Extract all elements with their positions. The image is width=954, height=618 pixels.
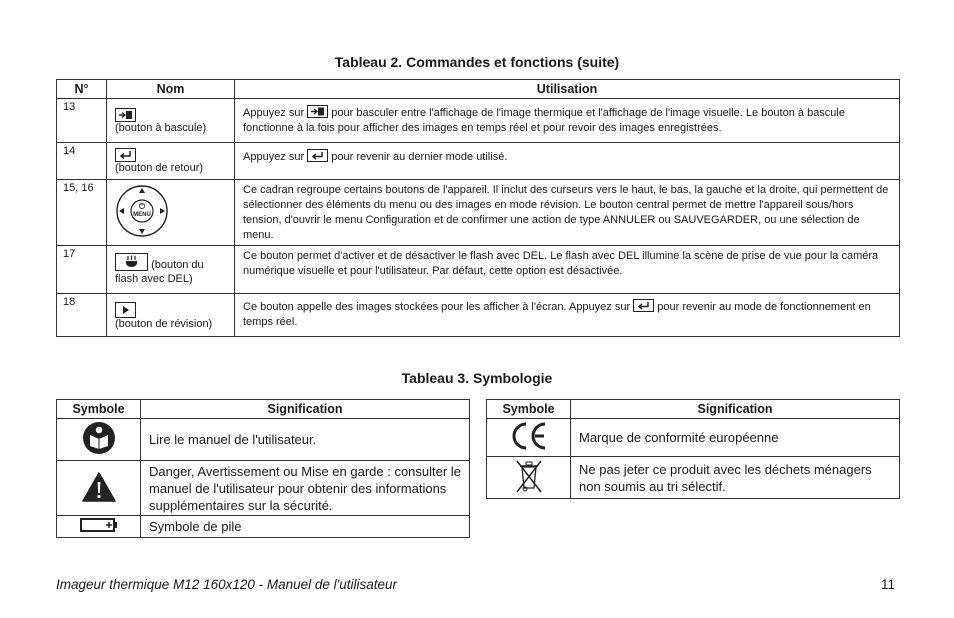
table-row bbox=[57, 419, 470, 461]
meaning-cell: Marque de conformité européenne bbox=[571, 419, 900, 457]
table2-header-row bbox=[57, 80, 900, 99]
footer-title: Imageur thermique M12 160x120 - Manuel de l'utilisateur bbox=[56, 577, 398, 592]
name-cell bbox=[107, 99, 235, 143]
row-number: 18 bbox=[57, 294, 107, 337]
header-num: N° bbox=[57, 80, 107, 99]
header-signification: Signification bbox=[571, 400, 900, 419]
return-icon bbox=[307, 149, 328, 162]
name-label: (bouton de révision) bbox=[115, 318, 213, 330]
row-number: 15, 16 bbox=[57, 180, 107, 246]
usage-text-pre: Appuyez sur bbox=[243, 151, 305, 163]
table-row bbox=[487, 457, 900, 499]
table-row bbox=[57, 461, 470, 516]
row-number: 17 bbox=[57, 246, 107, 294]
name-label: (bouton à bascule) bbox=[115, 122, 207, 134]
read-manual-icon bbox=[82, 421, 116, 455]
table-row bbox=[57, 180, 900, 246]
warning-icon bbox=[82, 472, 116, 502]
usage-cell bbox=[235, 99, 900, 143]
symbology-table-right bbox=[486, 399, 900, 499]
usage-text-post: pour basculer entre l'affichage de l'image thermique et l'affichage de l'image visuelle. Le bouton à bascule fonctionne à la fois pour afficher des images en temps réel et pour revoir des images enregistrées. bbox=[243, 107, 845, 134]
table-row bbox=[57, 143, 900, 180]
usage-text-pre: Ce bouton appelle des images stockées pour les afficher à l'écran. Appuyez sur bbox=[243, 301, 631, 313]
table-row bbox=[57, 294, 900, 337]
symbology-table-left bbox=[56, 399, 470, 538]
meaning-cell: Lire le manuel de l'utilisateur. bbox=[141, 419, 470, 461]
usage-cell: Ce bouton permet d'activer et de désactiver le flash avec DEL. Le flash avec DEL illumine la scène de prise de vue pour la caméra numérique visuelle et pour l'utilisateur. Par défaut, cette option est désactivée. bbox=[235, 246, 900, 294]
header-symbole: Symbole bbox=[57, 400, 141, 419]
table-row bbox=[57, 99, 900, 143]
play-icon bbox=[115, 302, 136, 318]
usage-text-pre: Appuyez sur bbox=[243, 107, 305, 119]
symbol-cell bbox=[57, 461, 141, 516]
dial-menu-label: MENU bbox=[133, 212, 151, 218]
usage-text-post: pour revenir au mode de fonctionnement en temps réel. bbox=[243, 301, 871, 328]
name-cell bbox=[107, 143, 235, 180]
row-number: 13 bbox=[57, 99, 107, 143]
table2-title: Tableau 2. Commandes et fonctions (suite) bbox=[334, 54, 620, 70]
led-flash-icon bbox=[115, 253, 148, 271]
table-row bbox=[57, 246, 900, 294]
header-symbole: Symbole bbox=[487, 400, 571, 419]
return-icon bbox=[115, 148, 136, 162]
ce-mark-icon bbox=[509, 421, 549, 451]
usage-cell bbox=[235, 143, 900, 180]
usage-text-post: pour revenir au dernier mode utilisé. bbox=[331, 151, 508, 163]
return-icon bbox=[633, 299, 654, 312]
name-label: (bouton du flash avec DEL) bbox=[115, 259, 204, 285]
dial-icon bbox=[115, 184, 169, 238]
table2 bbox=[56, 79, 900, 337]
name-label: (bouton de retour) bbox=[115, 162, 204, 174]
usage-cell: Ce cadran regroupe certains boutons de l'appareil. Il inclut des curseurs vers le haut, le bas, la gauche et la droite, qui permettent de sélectionner des éléments du menu ou des images en mode révision. Le bouton central permet de mettre l'appareil sous/hors tension, d'ouvrir le menu Configuration et de confirmer une action de type ANNULER ou SAUVEGARDER, ou une sélection de menu. bbox=[235, 180, 900, 246]
header-utilisation: Utilisation bbox=[235, 80, 900, 99]
symbol-cell bbox=[57, 516, 141, 538]
battery-icon bbox=[80, 517, 118, 533]
meaning-cell: Ne pas jeter ce produit avec les déchets ménagers non soumis au tri sélectif. bbox=[571, 457, 900, 499]
symbol-cell bbox=[57, 419, 141, 461]
row-number: 14 bbox=[57, 143, 107, 180]
name-cell bbox=[107, 180, 235, 246]
meaning-cell: Symbole de pile bbox=[141, 516, 470, 538]
table3-header-row bbox=[487, 400, 900, 419]
name-cell bbox=[107, 246, 235, 294]
table3-title: Tableau 3. Symbologie bbox=[401, 370, 553, 386]
meaning-cell: Danger, Avertissement ou Mise en garde : consulter le manuel de l'utilisateur pour obtenir des informations supplémentaires sur la sécurité. bbox=[141, 461, 470, 516]
table3-header-row bbox=[57, 400, 470, 419]
table-row bbox=[487, 419, 900, 457]
name-cell bbox=[107, 294, 235, 337]
header-nom: Nom bbox=[107, 80, 235, 99]
page-number: 11 bbox=[881, 577, 896, 592]
header-signification: Signification bbox=[141, 400, 470, 419]
symbol-cell bbox=[487, 457, 571, 499]
image-toggle-icon bbox=[115, 108, 136, 122]
image-toggle-icon bbox=[307, 105, 328, 118]
usage-cell bbox=[235, 294, 900, 337]
symbol-cell bbox=[487, 419, 571, 457]
weee-bin-icon bbox=[514, 458, 544, 494]
table-row bbox=[57, 516, 470, 538]
